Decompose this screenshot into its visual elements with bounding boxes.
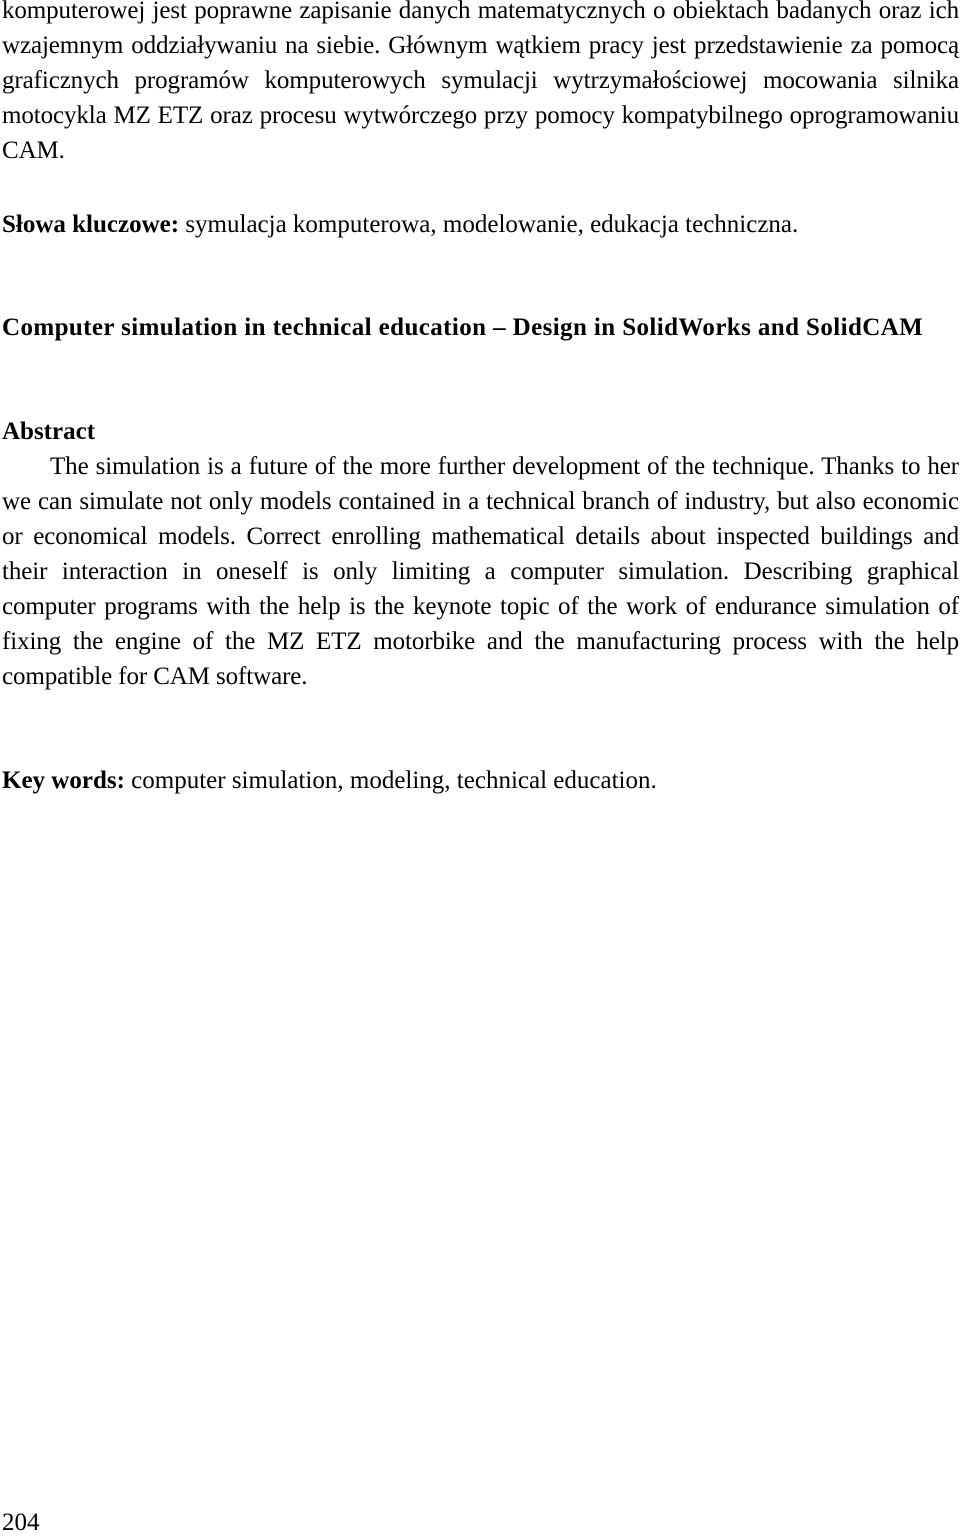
english-keywords-text: computer simulation, modeling, technical education. <box>124 767 657 794</box>
english-article-title: Computer simulation in technical education – Design in SolidWorks and SolidCAM <box>2 314 924 341</box>
abstract-body <box>2 449 959 694</box>
polish-keywords <box>2 207 959 242</box>
polish-abstract-paragraph: komputerowej jest poprawne zapisanie danych matematycznych o obiektach badanych oraz ich wzajemnym oddziaływaniu na siebie. Głównym wątkiem pracy jest przedstawienie za pomocą graficznych programów komputerowych symulacji wytrzymałościowej mocowania silnika motocykla MZ ETZ oraz procesu wytwórczego przy pomocy kompatybilnego oprogramowaniu CAM. <box>2 0 959 164</box>
page-number: 204 <box>2 1509 40 1536</box>
english-keywords-label: Key words: <box>2 767 125 794</box>
polish-keywords-text: symulacja komputerowa, modelowanie, edukacja techniczna. <box>179 211 799 238</box>
abstract-heading: Abstract <box>2 418 96 445</box>
abstract-paragraph: The simulation is a future of the more further development of the technique. Thanks to her we can simulate not only models contained in a technical branch of industry, but also economic or economical models. Correct enrolling mathematical details about inspected buildings and their interaction in oneself is only limiting a computer simulation. Describing graphical computer programs with the help is the keynote topic of the work of endurance simulation of fixing the engine of the MZ ETZ motorbike and the manufacturing process with the help compatible for CAM software. <box>2 453 959 690</box>
english-keywords <box>2 763 959 798</box>
polish-abstract-continuation <box>2 0 959 168</box>
polish-keywords-label: Słowa kluczowe: <box>2 211 180 238</box>
